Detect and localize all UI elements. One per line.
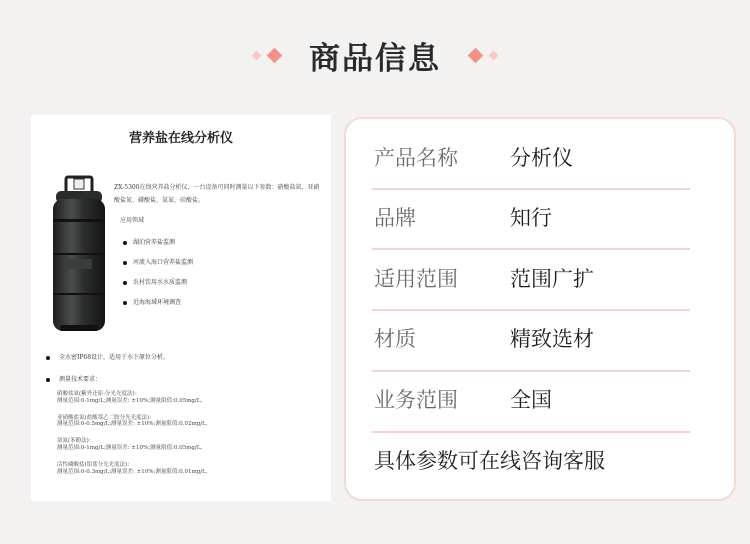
list-item: 测量技术要求： <box>43 373 323 395</box>
spec-name: 硝酸盐氮(紫外还原-分光光度法)： <box>57 391 141 397</box>
product-image <box>31 115 331 501</box>
list-item: 湖泊营养盐监测 <box>123 233 193 253</box>
spec-item <box>57 462 322 476</box>
spec-list <box>57 391 322 485</box>
spec-item <box>57 415 322 429</box>
info-value: 知行 <box>510 206 552 230</box>
spec-detail: 测量范围:0-0.5mg/L;测量误差: ±10%;测量限值:0.02mg/L。 <box>57 421 212 428</box>
info-label: 材质 <box>374 327 416 351</box>
consult-note: 具体参数可在线咨询客服 <box>374 449 605 473</box>
applications-heading: 应用领域 <box>120 217 145 224</box>
spec-detail: 测量范围:0-0.3mg/L;测量误差: ±10%;测量限值:0.01mg/L。 <box>57 468 212 475</box>
info-row-business-scope <box>374 369 692 429</box>
diamond-decoration-icon <box>468 47 484 63</box>
list-item: 近海海域环境调查 <box>123 293 193 313</box>
list-item: 全水密IP68设计，适用于水下原位分析。 <box>43 351 323 373</box>
info-row-consult <box>374 430 692 490</box>
spec-name: 氨氮(苯酚法)： <box>57 438 95 445</box>
diamond-decoration-icon <box>252 50 262 60</box>
list-item: 农村饮用水水质监测 <box>123 273 193 293</box>
section-header <box>0 30 750 80</box>
analyzer-device-image <box>48 175 110 335</box>
info-value: 分析仪 <box>510 146 573 170</box>
product-intro: ZX-5300在线营养盐分析仪，一台设备可同时测量以下参数：硝酸盐氮、亚硝酸盐氮、磷酸盐、氨氮、硅酸盐。 <box>114 184 320 204</box>
product-info-card <box>344 117 736 501</box>
info-label: 适用范围 <box>374 267 458 291</box>
list-item: 河流入海口营养盐监测 <box>123 253 193 273</box>
info-value: 精致选材 <box>510 327 594 351</box>
info-label: 品牌 <box>374 206 416 230</box>
info-label: 产品名称 <box>374 146 458 170</box>
section-title: 商品信息 <box>309 40 441 77</box>
diamond-decoration-icon <box>267 47 283 63</box>
info-value: 全国 <box>510 388 552 412</box>
info-row-scope <box>374 248 692 308</box>
applications-list <box>123 233 193 313</box>
product-image-title: 营养盐在线分析仪 <box>128 131 233 146</box>
spec-item <box>57 438 322 452</box>
spec-name: 活性磷酸盐(钼蓝分光光度法)： <box>57 461 133 468</box>
diamond-decoration-icon <box>489 50 499 60</box>
spec-item <box>57 391 322 405</box>
spec-bullets <box>43 351 323 395</box>
spec-name: 亚硝酸盐氮(盐酸萘乙二胺分光光度法)： <box>57 414 155 421</box>
info-row-brand <box>374 187 692 247</box>
info-value: 范围广扩 <box>510 267 594 291</box>
info-row-name <box>374 127 692 187</box>
spec-detail: 测量范围:0-1mg/L;测量误差: ±10%;测量限值:0.05mg/L。 <box>57 444 206 451</box>
spec-detail: 测量范围:0-1mg/L;测量误差: ±10%;测量限值:0.05mg/L。 <box>57 397 206 404</box>
info-label: 业务范围 <box>374 388 458 412</box>
info-row-material <box>374 308 692 368</box>
